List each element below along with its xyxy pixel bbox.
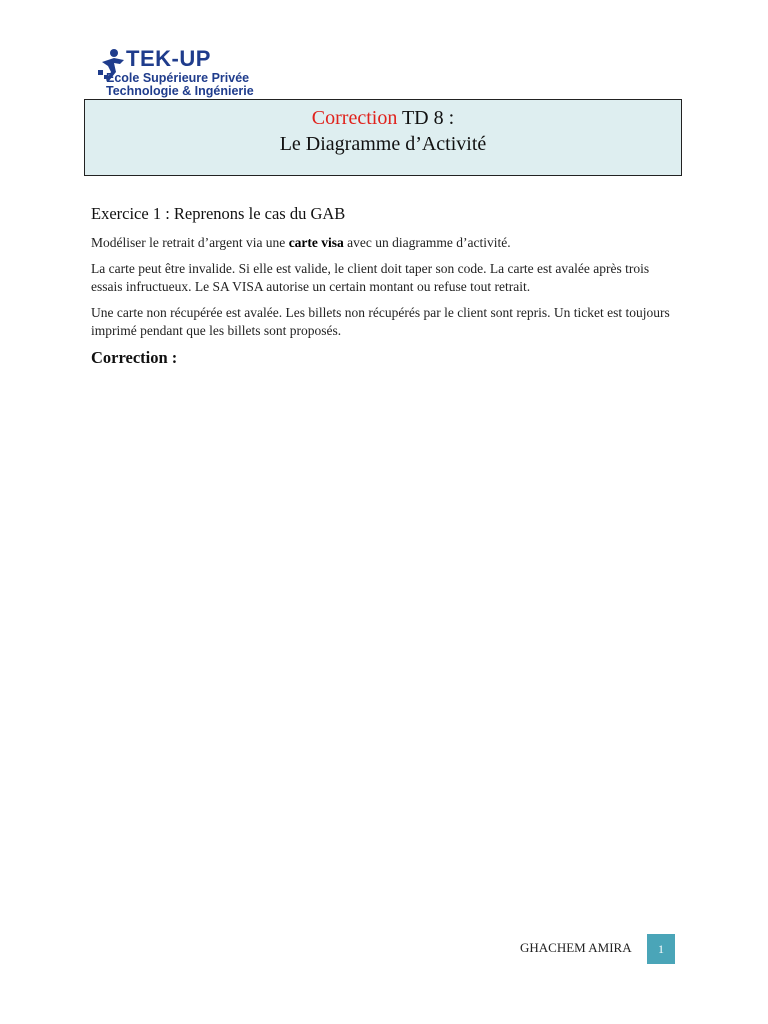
p1-bold-text: carte visa	[288, 235, 344, 250]
footer-author: GHACHEM AMIRA	[520, 940, 632, 955]
page-subtitle: Le Diagramme d’Activité	[279, 133, 487, 155]
logo-school-line: Ecole Supérieure Privée	[106, 71, 250, 85]
page-title	[85, 105, 681, 131]
p1-text-before: Modéliser le retrait d’argent via une	[91, 235, 289, 250]
logo-brand: TEK-UP	[126, 46, 211, 71]
logo-field-line: Technologie & Ingénierie	[106, 84, 254, 98]
page-number-badge: 1	[647, 934, 675, 964]
p1-text-after: avec un diagramme d’activité.	[343, 235, 511, 250]
exercise-paragraph-2: La carte peut être invalide. Si elle est valide, le client doit taper son code. La carte est avalée après trois essais infructueux. Le SA VISA autorise un certain montant ou refuse tout retrait.	[91, 261, 650, 294]
title-correction-word: Correction	[311, 107, 398, 129]
exercise-title: Exercice 1 : Reprenons le cas du GAB	[91, 204, 346, 223]
tekup-logo	[96, 44, 266, 100]
exercise-paragraph-1	[91, 234, 681, 252]
exercise-paragraph-3: Une carte non récupérée est avalée. Les billets non récupérés par le client sont repris. Un ticket est toujours imprimé pendant que les billets sont proposés.	[91, 305, 670, 338]
exercise-section	[91, 204, 681, 368]
title-box	[84, 99, 682, 176]
correction-heading: Correction :	[91, 348, 178, 367]
title-td-label: TD 8 :	[397, 107, 455, 129]
